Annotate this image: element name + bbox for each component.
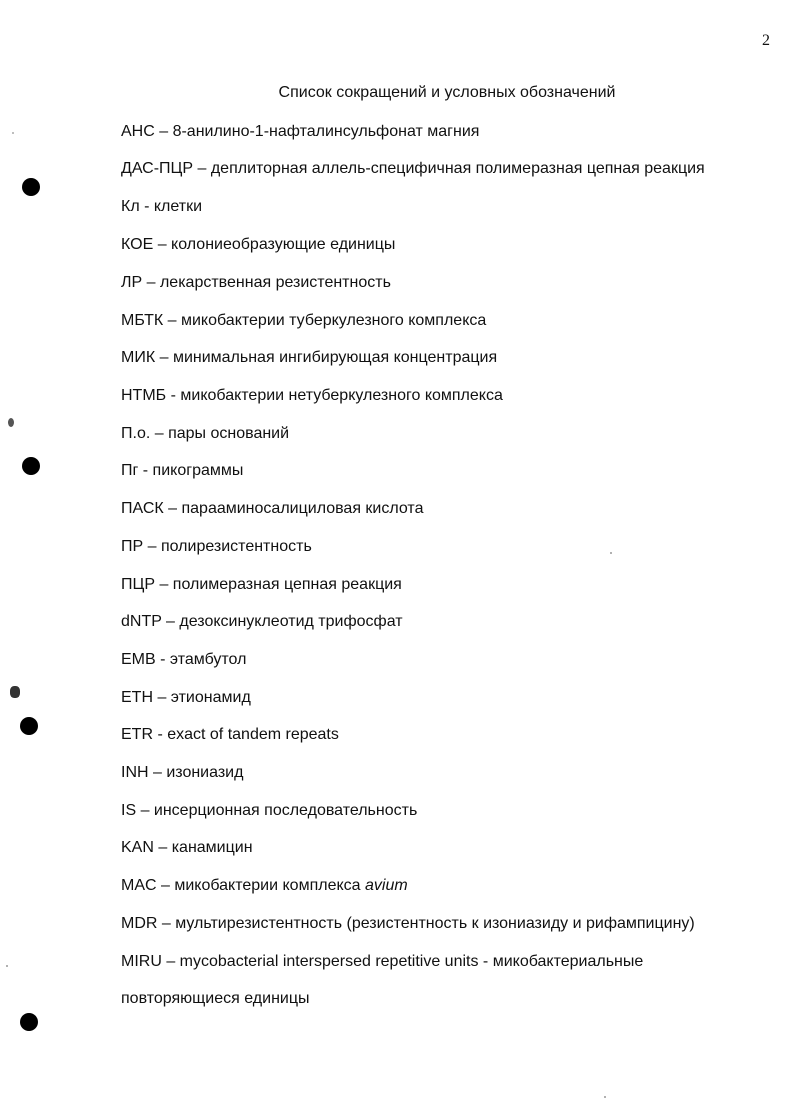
abbreviation-entry: EMB - этамбутол <box>121 651 247 668</box>
scan-speck <box>610 552 612 554</box>
scan-speck <box>6 965 8 967</box>
punch-hole <box>22 457 40 475</box>
mac-entry-text: MAC – микобактерии комплекса <box>121 877 365 894</box>
abbreviation-entry: ПР – полирезистентность <box>121 538 312 555</box>
abbreviation-entry: KAN – канамицин <box>121 839 253 856</box>
page-number: 2 <box>762 32 770 49</box>
page-title: Список сокращений и условных обозначений <box>278 84 616 101</box>
abbreviation-entry: Пг - пикограммы <box>121 462 244 479</box>
scan-speck <box>10 686 20 698</box>
scan-speck <box>8 418 14 427</box>
punch-hole <box>22 178 40 196</box>
abbreviation-entry: ДАС-ПЦР – деплиторная аллель-специфичная полимеразная цепная реакция <box>121 160 705 177</box>
abbreviation-entry: ETR - exact of tandem repeats <box>121 726 339 743</box>
abbreviation-entry: IS – инсерционная последовательность <box>121 802 418 819</box>
punch-hole <box>20 717 38 735</box>
abbreviation-entry: ПЦР – полимеразная цепная реакция <box>121 576 402 593</box>
abbreviation-entry: КОЕ – колониеобразующие единицы <box>121 236 396 253</box>
abbreviation-entry: dNTP – дезоксинуклеотид трифосфат <box>121 613 403 630</box>
scan-speck <box>604 1096 606 1098</box>
scan-speck <box>12 132 14 134</box>
abbreviation-entry: INH – изониазид <box>121 764 244 781</box>
abbreviation-entry: П.о. – пары оснований <box>121 425 290 442</box>
abbreviation-entry: АНС – 8-анилино-1-нафталинсульфонат магния <box>121 123 480 140</box>
abbreviation-entry: Кл - клетки <box>121 198 203 215</box>
abbreviation-entry-miru: MIRU – mycobacterial interspersed repetitive units - микобактериальные <box>121 953 644 970</box>
abbreviation-entry: ЛР – лекарственная резистентность <box>121 274 391 291</box>
abbreviation-entry: ETH – этионамид <box>121 689 251 706</box>
abbreviation-entry-mac <box>121 877 408 895</box>
abbreviation-entry: НТМБ - микобактерии нетуберкулезного комплекса <box>121 387 503 404</box>
punch-hole <box>20 1013 38 1031</box>
abbreviation-entry: МИК – минимальная ингибирующая концентрация <box>121 349 498 366</box>
abbreviation-entry: МБТК – микобактерии туберкулезного комплекса <box>121 312 487 329</box>
mac-entry-italic: avium <box>365 877 408 894</box>
abbreviation-entry: ПАСК – парааминосалициловая кислота <box>121 500 424 517</box>
abbreviation-entry-mdr: MDR – мультирезистентность (резистентность к изониазиду и рифампицину) <box>121 915 695 932</box>
abbreviation-entry-miru-continuation: повторяющиеся единицы <box>121 990 310 1007</box>
